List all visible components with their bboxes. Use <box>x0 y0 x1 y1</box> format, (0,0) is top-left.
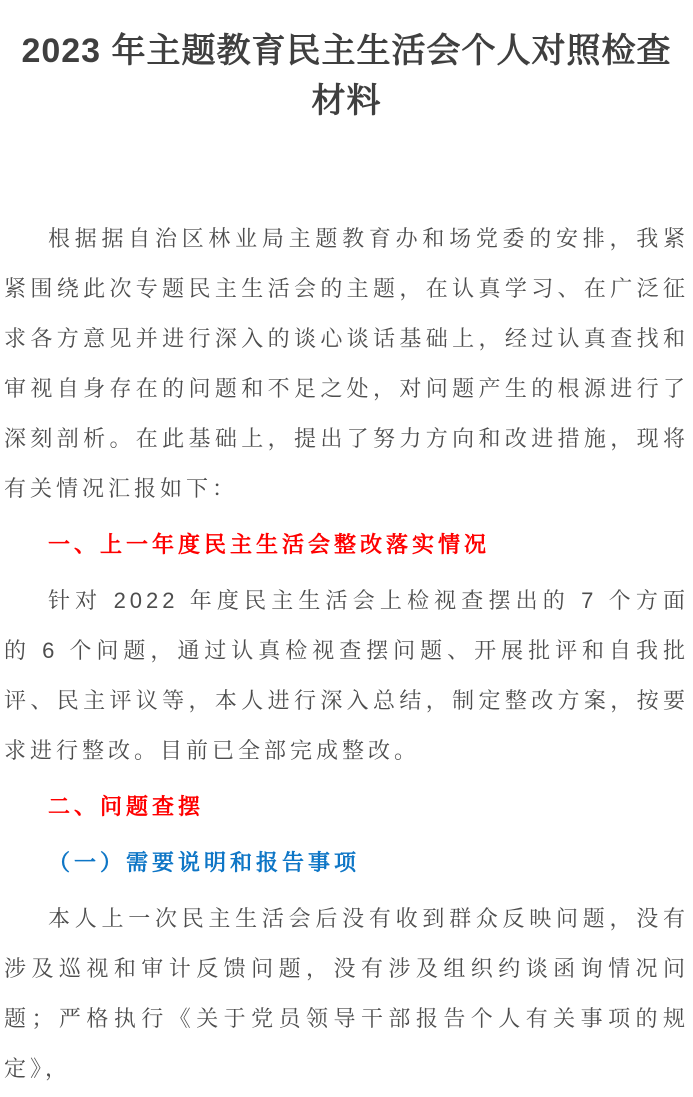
body-paragraph: 根据据自治区林业局主题教育办和场党委的安排，我紧紧围绕此次专题民主生活会的主题，在认真学习、在广泛征求各方意见并进行深入的谈心谈话基础上，经过认真查找和审视自身存在的问题和不足之处，对问题产生的根源进行了深刻剖析。在此基础上，提出了努力方向和改进措施，现将有关情况汇报如下： <box>4 226 689 501</box>
section-heading: 一、上一年度民主生活会整改落实情况 <box>48 532 491 557</box>
subsection-heading: （一）需要说明和报告事项 <box>48 850 361 875</box>
document-body <box>4 214 689 1094</box>
body-paragraph: 本人上一次民主生活会后没有收到群众反映问题，没有涉及巡视和审计反馈问题，没有涉及组织约谈函询情况问题；严格执行《关于党员领导干部报告个人有关事项的规定》， <box>4 906 689 1081</box>
body-paragraph: 针对 2022 年度民主生活会上检视查摆出的 7 个方面的 6 个问题，通过认真检视查摆问题、开展批评和自我批评、民主评议等，本人进行深入总结，制定整改方案，按要求进行整改。目前已全部完成整改。 <box>4 588 689 763</box>
document-title: 2023 年主题教育民主生活会个人对照检查材料 <box>21 32 672 120</box>
section-heading: 二、问题查摆 <box>48 794 205 819</box>
